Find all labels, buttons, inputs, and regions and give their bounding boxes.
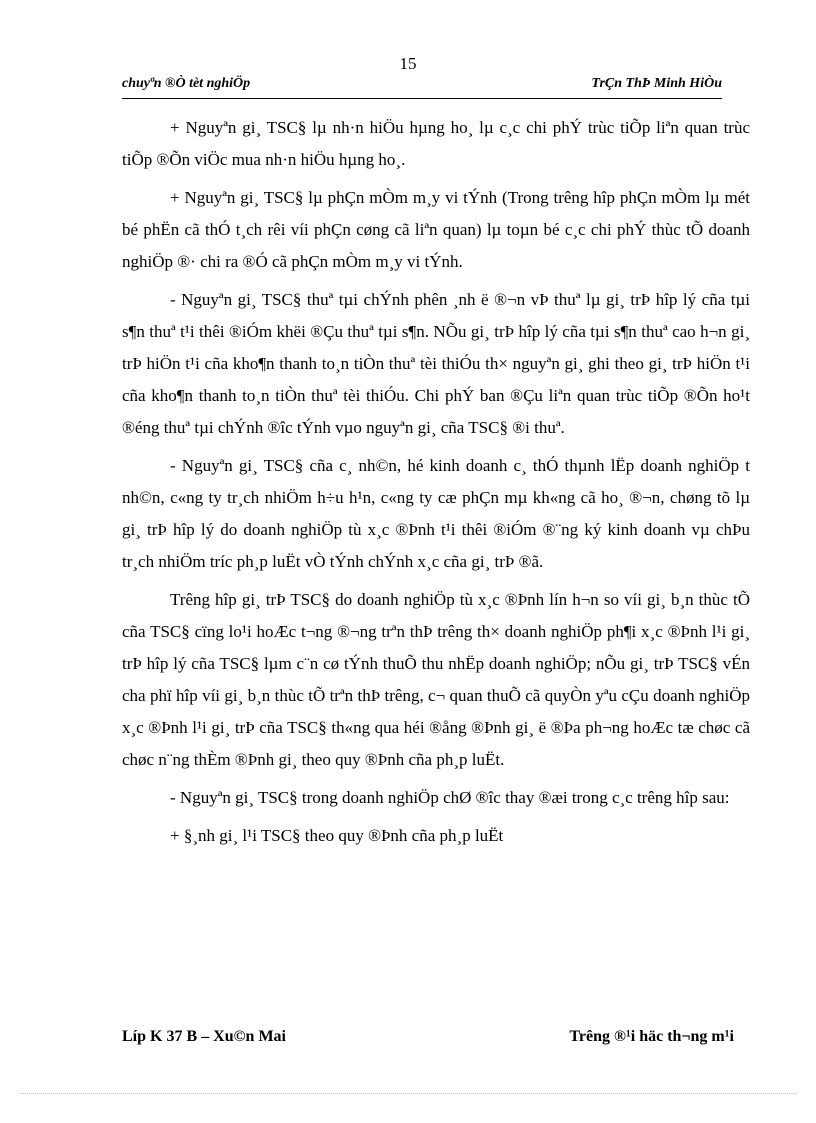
page-number: 15 bbox=[399, 54, 417, 73]
footer-class-info: Líp K 37 B – Xu©n Mai bbox=[122, 1028, 286, 1045]
paragraph: + Nguyªn gi¸ TSC§ lµ phÇn mÒm m¸y vi tÝnh (Trong trêng hîp phÇn mÒm lµ mét bé phËn cã thÓ t¸ch rêi víi phÇn cøng cã liªn quan) lµ toµn bé c¸c chi phÝ thùc tÕ doanh nghiÖp ®· chi ra ®Ó cã phÇn mÒm m¸y vi tÝnh. bbox=[122, 188, 750, 271]
paragraph: - Nguyªn gi¸ TSC§ cña c¸ nh©n, hé kinh doanh c¸ thÓ thµnh lËp doanh nghiÖp t nh©n, c«ng ty tr¸ch nhiÖm h÷u h¹n, c«ng ty cæ phÇn mµ kh«ng cã ho¸ ®¬n, chøng tõ lµ gi¸ trÞ hîp lý do doanh nghiÖp tù x¸c ®Þnh t¹i thêi ®iÓm ®¨ng ký kinh doanh vµ chÞu tr¸ch nhiÖm tríc ph¸p luËt vÒ tÝnh chÝnh x¸c cña gi¸ trÞ ®ã. bbox=[122, 456, 750, 571]
document-body bbox=[122, 112, 750, 858]
page-header bbox=[122, 76, 722, 99]
paragraph: + §¸nh gi¸ l¹i TSC§ theo quy ®Þnh cña ph¸p luËt bbox=[170, 826, 504, 845]
bottom-dotted-rule bbox=[20, 1093, 796, 1094]
paragraph: + Nguyªn gi¸ TSC§ lµ nh·n hiÖu hµng ho¸ lµ c¸c chi phÝ trùc tiÕp liªn quan trùc tiÕp ®Õn viÖc mua nh·n hiÖu hµng ho¸. bbox=[122, 118, 750, 169]
footer-university: Trêng ®¹i häc th¬ng m¹i bbox=[569, 1028, 734, 1045]
page-footer bbox=[122, 1028, 734, 1052]
header-thesis-title: chuyªn ®Ò tèt nghiÖp bbox=[122, 76, 251, 91]
paragraph: - Nguyªn gi¸ TSC§ thuª tµi chÝnh phên ¸nh ë ®¬n vÞ thuª lµ gi¸ trÞ hîp lý cña tµi s¶n thuª t¹i thêi ®iÓm khëi ®Çu thuª tµi s¶n. NÕu gi¸ trÞ hîp lý cña tµi s¶n thuª cao h¬n gi¸ trÞ hiÖn t¹i cña kho¶n thanh to¸n tiÒn thuª tèi thiÓu th× nguyªn gi¸ ghi theo gi¸ trÞ hiÖn t¹i cña kho¶n thanh to¸n tiÒn thuª tèi thiÓu. Chi phÝ ban ®Çu liªn quan trùc tiÕp ®Õn ho¹t ®éng thuª tµi chÝnh ®îc tÝnh vµo nguyªn gi¸ cña TSC§ ®i thuª. bbox=[122, 290, 750, 437]
paragraph: Trêng hîp gi¸ trÞ TSC§ do doanh nghiÖp tù x¸c ®Þnh lín h¬n so víi gi¸ b¸n thùc tÕ cña TSC§ cïng lo¹i hoÆc t¬ng ®¬ng trªn thÞ trêng th× doanh nghiÖp ph¶i x¸c ®Þnh l¹i gi¸ trÞ hîp lý cña TSC§ lµm c¨n cø tÝnh thuÕ thu nhËp doanh nghiÖp; nÕu gi¸ trÞ TSC§ vÉn cha phï hîp víi gi¸ b¸n thùc tÕ trªn thÞ trêng, c¬ quan thuÕ cã quyÒn yªu cÇu doanh nghiÖp x¸c ®Þnh l¹i gi¸ trÞ cña TSC§ th«ng qua héi ®ång ®Þnh gi¸ ë ®Þa ph¬ng hoÆc tæ chøc cã chøc n¨ng thÈm ®Þnh gi¸ theo quy ®Þnh cña ph¸p luËt. bbox=[122, 590, 750, 769]
paragraph: - Nguyªn gi¸ TSC§ trong doanh nghiÖp chØ ®îc thay ®æi trong c¸c trêng hîp sau: bbox=[170, 788, 730, 807]
header-author-name: TrÇn ThÞ Minh HiÒu bbox=[591, 76, 722, 91]
